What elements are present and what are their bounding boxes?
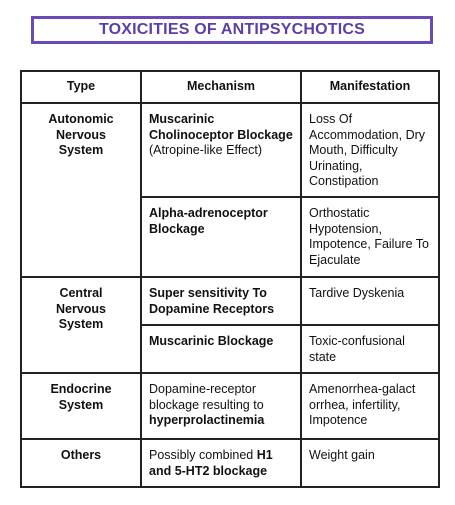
type-cell-endocrine [21,373,141,439]
type-label: Others [60,448,102,462]
type-label: Endocrine System [50,382,112,412]
mechanism-cell [141,325,301,373]
mechanism-bold-text: H1 and 5-HT2 blockage [149,448,273,478]
header-manifestation: Manifestation [301,71,439,103]
type-cell-others [21,439,141,487]
mechanism-bold-text: Alpha-adrenoceptor Blockage [149,206,268,236]
type-cell-autonomic [21,103,141,277]
table-row [21,373,439,439]
mechanism-cell [141,439,301,487]
type-label: Autonomic Nervous System [48,112,114,157]
mechanism-plain-text: (Atropine-like Effect) [149,143,263,157]
table-header-row [21,71,439,103]
mechanism-cell [141,277,301,325]
mechanism-bold-text: Muscarinic Cholinoceptor Blockage [149,112,293,142]
mechanism-bold-text: Super sensitivity To Dopamine Receptors [149,286,275,316]
mechanism-plain-text: Dopamine-receptor blockage resulting to [149,382,264,412]
manifestation-cell: Orthostatic Hypotension, Impotence, Failure To Ejaculate [301,197,439,277]
manifestation-cell: Toxic-confusional state [301,325,439,373]
table-row [21,103,439,197]
mechanism-plain-text: Possibly combined [149,448,257,462]
manifestation-cell: Weight gain [301,439,439,487]
mechanism-cell [141,373,301,439]
manifestation-cell: Loss Of Accommodation, Dry Mouth, Difficulty Urinating, Constipation [301,103,439,197]
manifestation-cell: Amenorrhea-galact orrhea, infertility, Impotence [301,373,439,439]
table-row [21,439,439,487]
manifestation-cell: Tardive Dyskenia [301,277,439,325]
header-type: Type [21,71,141,103]
page-title: TOXICITIES OF ANTIPSYCHOTICS [98,21,366,38]
mechanism-cell [141,197,301,277]
mechanism-cell [141,103,301,197]
title-banner [31,16,433,44]
mechanism-bold-text: hyperprolactinemia [149,413,265,427]
table-row [21,277,439,325]
mechanism-bold-text: Muscarinic Blockage [149,334,274,348]
toxicities-table [20,70,440,488]
header-mechanism: Mechanism [141,71,301,103]
type-label: Central Nervous System [55,286,107,331]
type-cell-central [21,277,141,373]
